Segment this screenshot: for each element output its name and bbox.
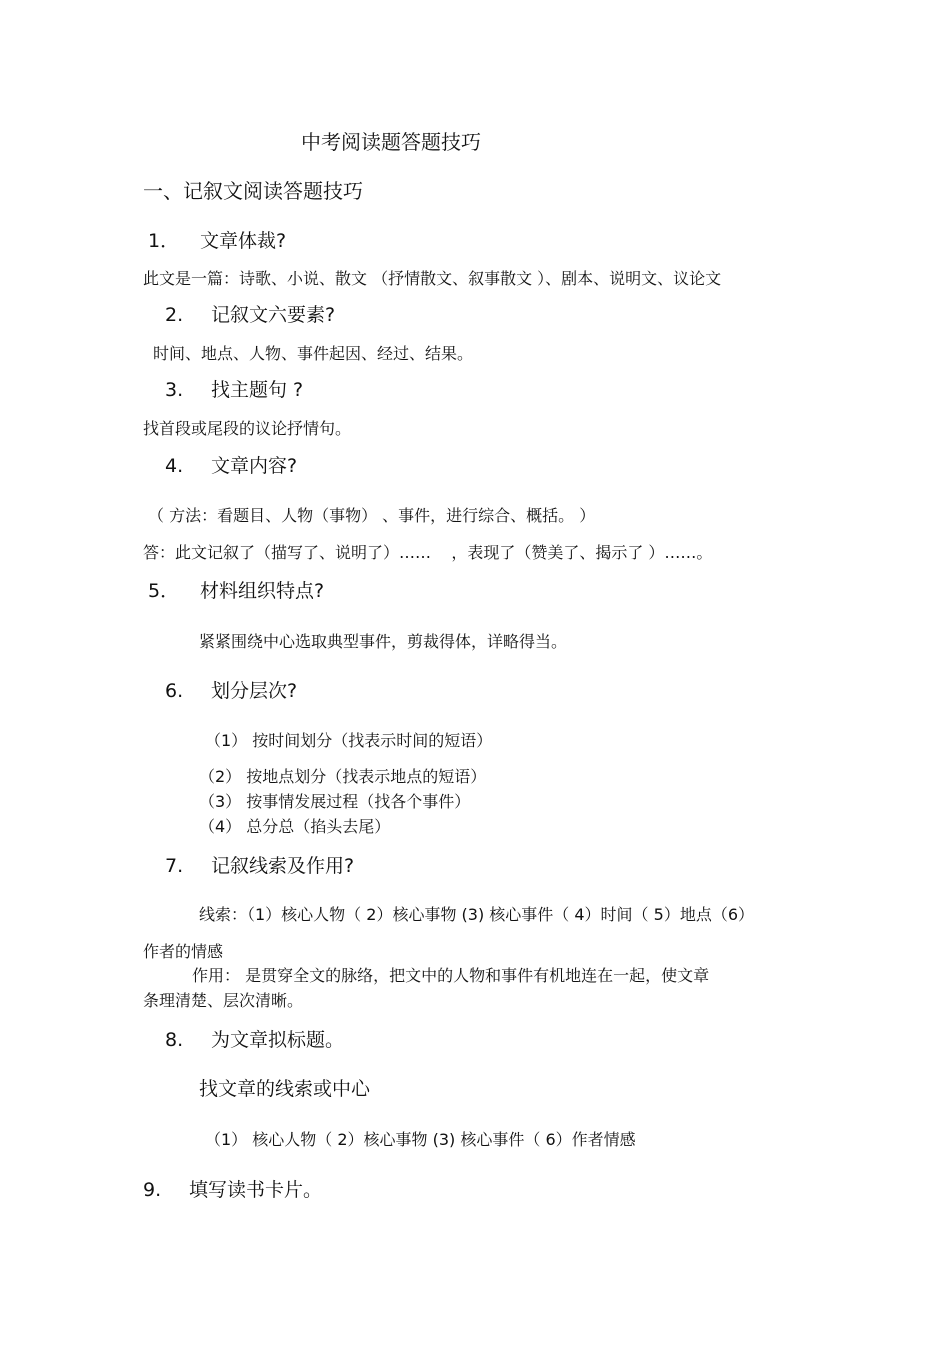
- question-3: 3. 找主题句 ?: [165, 379, 304, 401]
- question-5: 5． 材料组织特点?: [148, 580, 325, 602]
- answer-4-template: 答：此文记叙了（描写了、说明了）…… ，表现了（赞美了、揭示了 ）……。: [143, 543, 713, 562]
- answer-4-method: （ 方法：看题目、人物（事物） 、事件，进行综合、概括。 ）: [148, 506, 596, 525]
- answer-7-function: 作用： 是贯穿全文的脉络，把文中的人物和事件有机地连在一起，使文章: [192, 966, 710, 985]
- answer-6-line-2: （2） 按地点划分（找表示地点的短语）: [199, 767, 487, 786]
- question-7: 7. 记叙线索及作用?: [165, 855, 355, 877]
- answer-7-clues: 线索：（1）核心人物（ 2）核心事物 (3) 核心事件（ 4）时间（ 5）地点（6）: [199, 905, 754, 924]
- answer-2: 时间、地点、人物、事件起因、经过、结果。: [153, 344, 474, 363]
- answer-7-clues-cont: 作者的情感: [143, 942, 224, 961]
- question-2: 2. 记叙文六要素?: [165, 304, 336, 326]
- answer-6-line-3: （3） 按事情发展过程（找各个事件）: [199, 792, 471, 811]
- question-8: 8. 为文章拟标题。: [165, 1029, 345, 1051]
- question-4: 4. 文章内容?: [165, 455, 298, 477]
- answer-3: 找首段或尾段的议论抒情句。: [143, 419, 352, 438]
- question-9: 9. 填写读书卡片。: [143, 1179, 323, 1201]
- answer-1: 此文是一篇：诗歌、小说、散文 （抒情散文、叙事散文 ）、剧本、说明文、议论文: [143, 269, 722, 288]
- answer-7-function-cont: 条理清楚、层次清晰。: [143, 991, 304, 1010]
- question-6: 6. 划分层次?: [165, 680, 298, 702]
- answer-8-hint: 找文章的线索或中心: [199, 1078, 371, 1100]
- section-heading: 一、记叙文阅读答题技巧: [143, 179, 363, 203]
- page-title: 中考阅读题答题技巧: [301, 130, 481, 154]
- answer-5: 紧紧围绕中心选取典型事件，剪裁得体，详略得当。: [199, 632, 568, 651]
- answer-6-line-4: （4） 总分总（掐头去尾）: [199, 817, 391, 836]
- question-1: 1． 文章体裁?: [148, 230, 287, 252]
- answer-8-list: （1） 核心人物（ 2）核心事物 (3) 核心事件（ 6）作者情感: [205, 1130, 636, 1149]
- answer-6-line-1: （1） 按时间划分（找表示时间的短语）: [205, 731, 493, 750]
